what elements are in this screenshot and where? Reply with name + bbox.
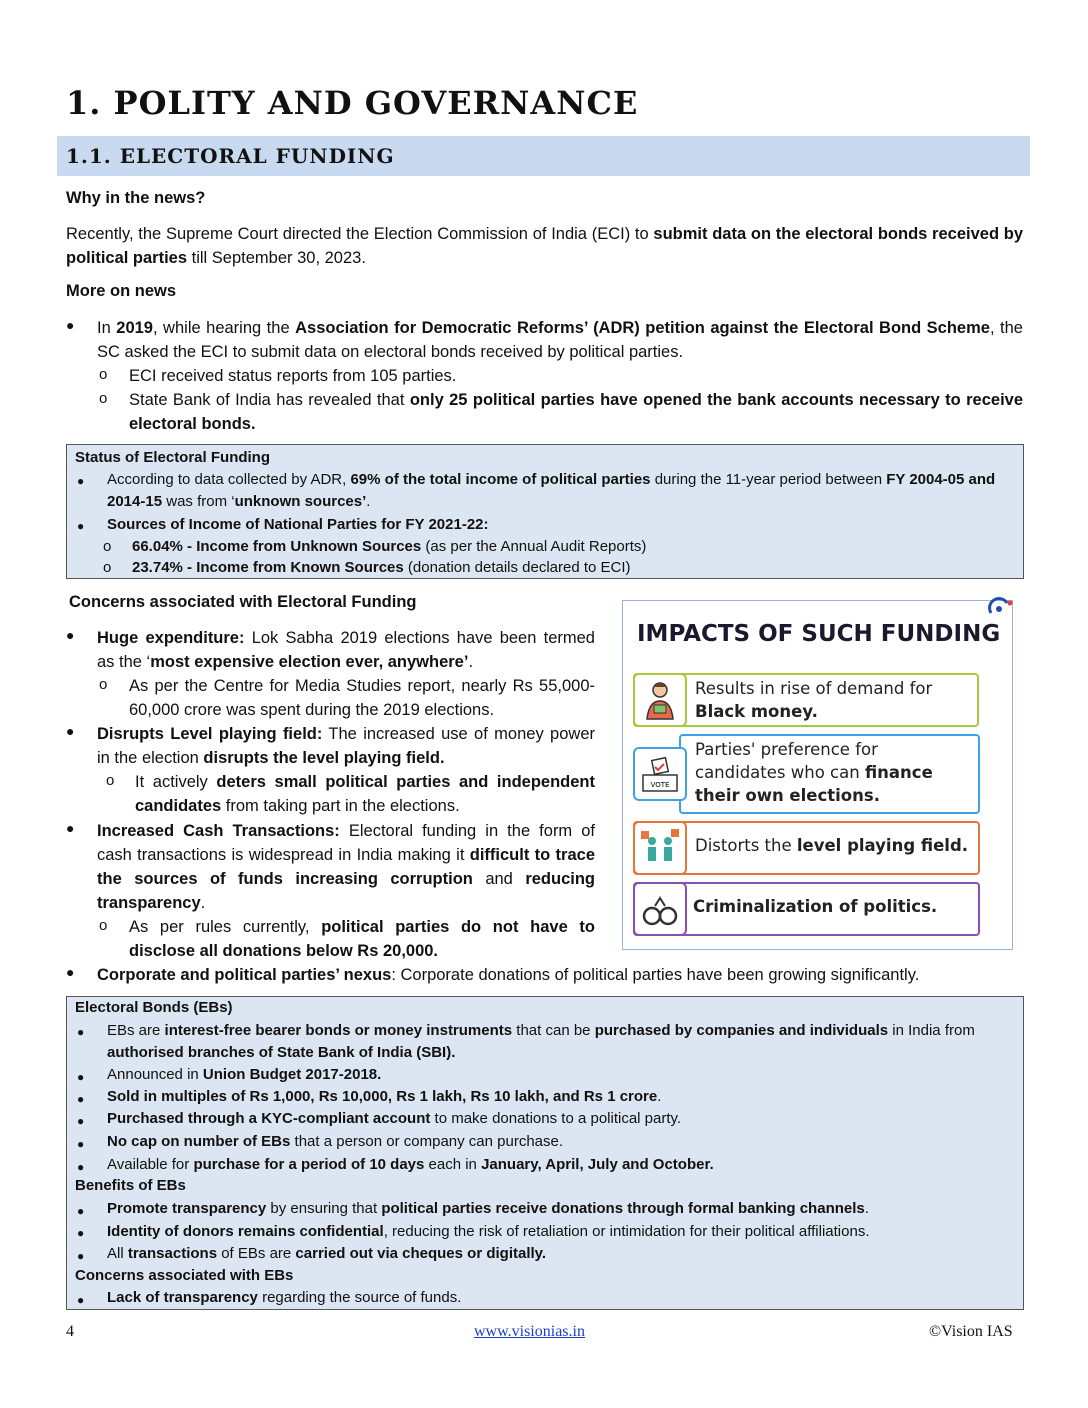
- impacts-infographic: [622, 600, 1013, 950]
- vision-logo-icon: [985, 597, 1015, 619]
- eb-benefit: Promote transparency by ensuring that political parties receive donations through formal banking channels.: [107, 1200, 869, 1217]
- eb-item: Purchased through a KYC-compliant account to make donations to a political party.: [107, 1110, 682, 1127]
- bullet-icon: ●: [66, 723, 75, 739]
- bullet-icon: ●: [77, 474, 85, 488]
- bullet-icon: ●: [66, 317, 75, 333]
- bullet-icon: ●: [66, 820, 75, 836]
- money-person-icon: [633, 673, 687, 727]
- box-title: Electoral Bonds (EBs): [75, 999, 233, 1016]
- eb-item: Announced in Union Budget 2017-2018.: [107, 1066, 382, 1083]
- bullet-icon: ●: [66, 627, 75, 643]
- concern-subitem: As per the Centre for Media Studies report, nearly Rs 55,000-60,000 crore was spent during the 2019 elections.: [129, 677, 595, 719]
- eb-concern: Lack of transparency regarding the source of funds.: [107, 1289, 462, 1306]
- bullet-icon: ●: [77, 1137, 85, 1151]
- box-title: Status of Electoral Funding: [75, 449, 271, 466]
- more-on-news-item: In 2019, while hearing the Association for Democratic Reforms’ (ADR) petition against the Electoral Bond Scheme, the SC asked the ECI to submit data on electoral bonds received by political parties.: [97, 319, 1023, 361]
- sub-bullet-icon: o: [99, 917, 108, 934]
- bullet-icon: ●: [77, 1160, 85, 1174]
- eb-concerns-title: Concerns associated with EBs: [75, 1267, 294, 1284]
- bullet-icon: ●: [77, 1226, 85, 1240]
- sub-bullet-icon: o: [103, 538, 112, 555]
- status-subitem: 23.74% - Income from Known Sources (donation details declared to ECI): [132, 559, 631, 576]
- status-subitem: 66.04% - Income from Unknown Sources (as per the Annual Audit Reports): [132, 538, 647, 555]
- more-on-news-subitem: ECI received status reports from 105 parties.: [129, 367, 457, 385]
- status-item: According to data collected by ADR, 69% of the total income of political parties during the 11-year period between FY 2004-05 and 2014-15 was from ‘unknown sources’.: [107, 471, 996, 510]
- bullet-icon: ●: [77, 1114, 85, 1128]
- concern-subitem: It actively deters small political parties and independent candidates from taking part in the elections.: [135, 773, 595, 815]
- eb-item: Available for purchase for a period of 10 days each in January, April, July and October.: [107, 1156, 714, 1173]
- eb-item: EBs are interest-free bearer bonds or money instruments that can be purchased by companies and individuals in India from authorised branches of State Bank of India (SBI).: [107, 1022, 975, 1061]
- sub-bullet-icon: o: [106, 772, 115, 789]
- status-of-funding-box: [66, 444, 1024, 579]
- more-on-news-label: More on news: [66, 282, 177, 300]
- handcuffs-icon: [633, 882, 687, 936]
- page-title: 1. POLITY AND GOVERNANCE: [66, 84, 639, 122]
- eb-benefit: All transactions of EBs are carried out via cheques or digitally.: [107, 1245, 547, 1262]
- bullet-icon: ●: [77, 1249, 85, 1263]
- bullet-icon: ●: [77, 1025, 85, 1039]
- concern-item: Corporate and political parties’ nexus: Corporate donations of political parties have been growing significantly.: [97, 966, 920, 984]
- page-number: 4: [66, 1323, 74, 1340]
- bullet-icon: ●: [77, 519, 85, 533]
- concern-item: Huge expenditure: Lok Sabha 2019 elections have been termed as the ‘most expensive election ever, anywhere’.: [97, 629, 595, 671]
- benefits-title: Benefits of EBs: [75, 1177, 186, 1194]
- sub-bullet-icon: o: [103, 559, 112, 576]
- eb-item: Sold in multiples of Rs 1,000, Rs 10,000, Rs 1 lakh, Rs 10 lakh, and Rs 1 crore.: [107, 1088, 662, 1105]
- section-heading: 1.1. ELECTORAL FUNDING: [66, 144, 395, 168]
- impact-text: Results in rise of demand for Black money.: [695, 679, 933, 721]
- impact-text: Distorts the level playing field.: [695, 836, 969, 855]
- concern-item: Increased Cash Transactions: Electoral funding in the form of cash transactions is widespread in India making it difficult to trace the sources of funds increasing corruption and reducing transparency.: [97, 822, 595, 912]
- vote-box-icon: [633, 747, 687, 801]
- more-on-news-subitem: State Bank of India has revealed that only 25 political parties have opened the bank accounts necessary to receive electoral bonds.: [129, 391, 1024, 433]
- concern-subitem: As per rules currently, political parties do not have to disclose all donations below Rs 20,000.: [129, 918, 595, 960]
- eb-item: No cap on number of EBs that a person or company can purchase.: [107, 1133, 564, 1150]
- sub-bullet-icon: o: [99, 366, 108, 383]
- sub-bullet-icon: o: [99, 676, 108, 693]
- eb-benefit: Identity of donors remains confidential, reducing the risk of retaliation or intimidation for their political affiliations.: [107, 1223, 870, 1240]
- bullet-icon: ●: [77, 1070, 85, 1084]
- bullet-icon: ●: [77, 1293, 85, 1307]
- why-in-news-text: Recently, the Supreme Court directed the Election Commission of India (ECI) to submit data on the electoral bonds received by political parties till September 30, 2023.: [66, 225, 1024, 267]
- impact-text: Parties' preference for candidates who can finance their own elections.: [695, 740, 933, 805]
- infographic-title: IMPACTS OF SUCH FUNDING: [637, 621, 1001, 647]
- sub-bullet-icon: o: [99, 390, 108, 407]
- bullet-icon: ●: [77, 1092, 85, 1106]
- bullet-icon: ●: [77, 1204, 85, 1218]
- why-in-news-label: Why in the news?: [66, 189, 206, 207]
- bullet-icon: ●: [66, 964, 75, 980]
- website-link[interactable]: www.visionias.in: [474, 1323, 585, 1340]
- svg-text:VOTE: VOTE: [650, 781, 670, 789]
- concern-item: Disrupts Level playing field: The increased use of money power in the election disrupts the level playing field.: [97, 725, 595, 767]
- copyright: ©Vision IAS: [929, 1323, 1013, 1340]
- status-item: Sources of Income of National Parties for FY 2021-22:: [107, 516, 489, 533]
- electoral-bonds-box: [66, 996, 1024, 1310]
- impact-text: Criminalization of politics.: [693, 897, 938, 916]
- people-inequality-icon: [633, 821, 687, 875]
- concerns-title: Concerns associated with Electoral Funding: [69, 593, 417, 611]
